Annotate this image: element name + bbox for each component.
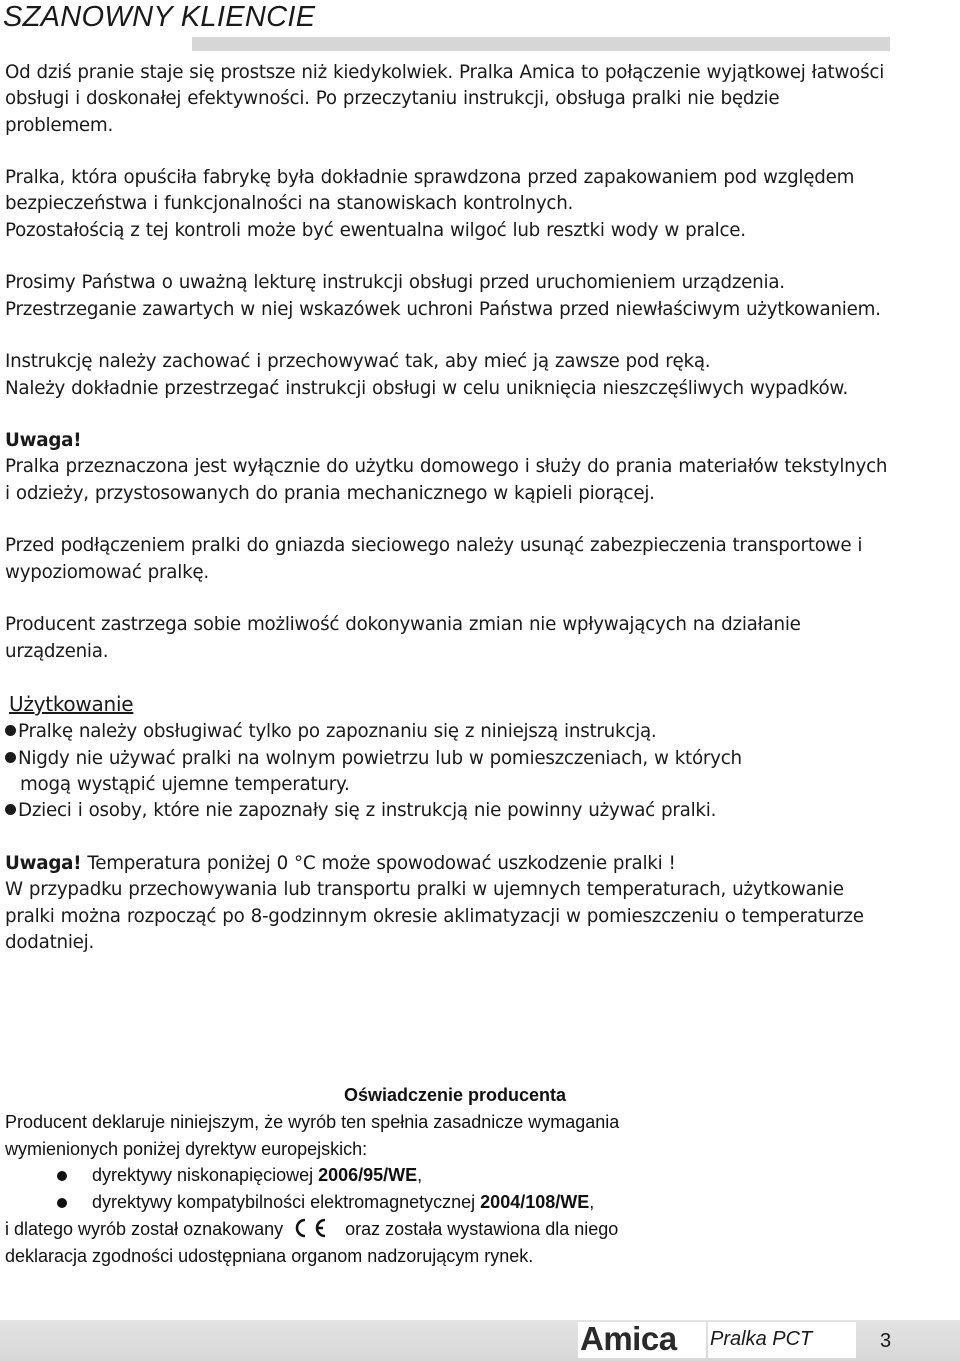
warning-text: Pralka przeznaczona jest wyłącznie do użytku domowego i służy do prania materiałów tekstylnych i odzieży, przystosowanych do prania mechanicznego w kąpieli piorącej. bbox=[5, 456, 888, 504]
directive-text: dyrektywy kompatybilności elektromagnetycznej bbox=[92, 1192, 481, 1213]
declaration-line: deklaracja zgodności udostępniana organom nadzorującym rynek. bbox=[5, 1245, 534, 1266]
declaration-line: wymienionych poniżej dyrektyw europejskich: bbox=[5, 1138, 368, 1159]
page-title: SZANOWNY KLIENCIE bbox=[3, 1, 316, 33]
usage-bullet bbox=[5, 719, 893, 745]
warning-row bbox=[5, 851, 893, 877]
usage-heading: Użytkowanie bbox=[9, 692, 134, 717]
brand-logo-text: Amica bbox=[580, 1320, 677, 1357]
directive-code: 2004/108/WE bbox=[480, 1192, 590, 1213]
directive-item bbox=[5, 1189, 895, 1216]
declaration-heading: Oświadczenie producenta bbox=[343, 1085, 567, 1105]
usage-bullet bbox=[5, 746, 893, 772]
title-rule bbox=[192, 37, 890, 51]
directive-code: 2006/95/WE bbox=[318, 1165, 418, 1186]
intro-paragraph: Od dziś pranie staje się prostsze niż kiedykolwiek. Pralka Amica to połączenie wyjątkowej łatwości obsługi i doskonałej efektywności. Po przeczytaniu instrukcji, obsługa pralki nie będzie problemem. bbox=[5, 62, 885, 136]
intro-paragraph: Należy dokładnie przestrzegać instrukcji obsługi w celu uniknięcia nieszczęśliwych wypadków. bbox=[5, 377, 849, 399]
declaration-text: i dlatego wyrób został oznakowany bbox=[5, 1218, 284, 1239]
directive-punct: , bbox=[417, 1165, 423, 1186]
page-footer bbox=[0, 1320, 960, 1361]
warning-label-text: Uwaga! bbox=[5, 852, 82, 874]
directive-item bbox=[5, 1162, 895, 1189]
bullet-dot-icon bbox=[57, 1171, 67, 1181]
declaration-line: Producent deklaruje niniejszym, że wyrób ten spełnia zasadnicze wymagania bbox=[5, 1111, 620, 1132]
ce-mark-icon bbox=[287, 1218, 341, 1238]
directive-text: dyrektywy niskonapięciowej bbox=[92, 1165, 319, 1186]
usage-heading-row bbox=[5, 691, 893, 719]
usage-bullet-text: Nigdy nie używać pralki na wolnym powietrzu lub w pomieszczeniach, w których bbox=[18, 747, 742, 769]
intro-paragraph: Instrukcję należy zachować i przechowywać tak, aby mieć ją zawsze pod ręką. bbox=[5, 351, 711, 373]
usage-bullet-text: Dzieci i osoby, które nie zapoznały się z instrukcją nie powinny używać pralki. bbox=[18, 800, 717, 822]
intro-paragraph: Pralka, która opuściła fabrykę była dokładnie sprawdzona przed zapakowaniem pod względem bezpieczeństwa i funkcjonalności na stanowiskach kontrolnych. bbox=[5, 167, 855, 215]
bullet-dot-icon bbox=[5, 725, 16, 736]
intro-paragraph: Przestrzeganie zawartych w niej wskazówek uchroni Państwa przed niewłaściwym użytkowaniem. bbox=[5, 298, 881, 320]
intro-paragraph: Przed podłączeniem pralki do gniazda sieciowego należy usunąć zabezpieczenia transportowe i wypoziomować pralkę. bbox=[5, 535, 863, 583]
warning-text: Temperatura poniżej 0 °C może spowodować uszkodzenie pralki ! bbox=[87, 852, 676, 874]
bullet-dot-icon bbox=[5, 752, 16, 763]
model-label-box bbox=[708, 1322, 856, 1358]
intro-paragraph: Pozostałością z tej kontroli może być ewentualna wilgoć lub resztki wody w pralce. bbox=[5, 219, 746, 241]
warning-label-text: Uwaga! bbox=[5, 430, 82, 452]
page-number: 3 bbox=[880, 1330, 892, 1352]
usage-bullet-text: Pralkę należy obsługiwać tylko po zapoznaniu się z niniejszą instrukcją. bbox=[18, 721, 657, 743]
bullet-dot-icon bbox=[57, 1198, 67, 1208]
brand-logo bbox=[578, 1322, 706, 1358]
manufacturer-declaration bbox=[5, 1082, 895, 1270]
model-label: Pralka PCT bbox=[710, 1328, 813, 1350]
usage-bullet bbox=[5, 798, 893, 824]
declaration-line bbox=[5, 1216, 895, 1243]
intro-paragraph: Producent zastrzega sobie możliwość dokonywania zmian nie wpływających na działanie urządzenia. bbox=[5, 614, 801, 662]
transport-paragraph: W przypadku przechowywania lub transportu pralki w ujemnych temperaturach, użytkowanie pralki można rozpocząć po 8-godzinnym okresie aklimatyzacji w pomieszczeniu o temperaturze dodatniej. bbox=[5, 879, 864, 953]
declaration-text: oraz została wystawiona dla niego bbox=[345, 1218, 619, 1239]
warning-label bbox=[5, 428, 893, 454]
directive-punct: , bbox=[589, 1192, 595, 1213]
intro-paragraph: Prosimy Państwa o uważną lekturę instrukcji obsługi przed uruchomieniem urządzenia. bbox=[5, 272, 785, 294]
bullet-dot-icon bbox=[5, 804, 16, 815]
main-content bbox=[5, 60, 893, 956]
usage-bullet-continuation: mogą wystąpić ujemne temperatury. bbox=[20, 774, 350, 796]
